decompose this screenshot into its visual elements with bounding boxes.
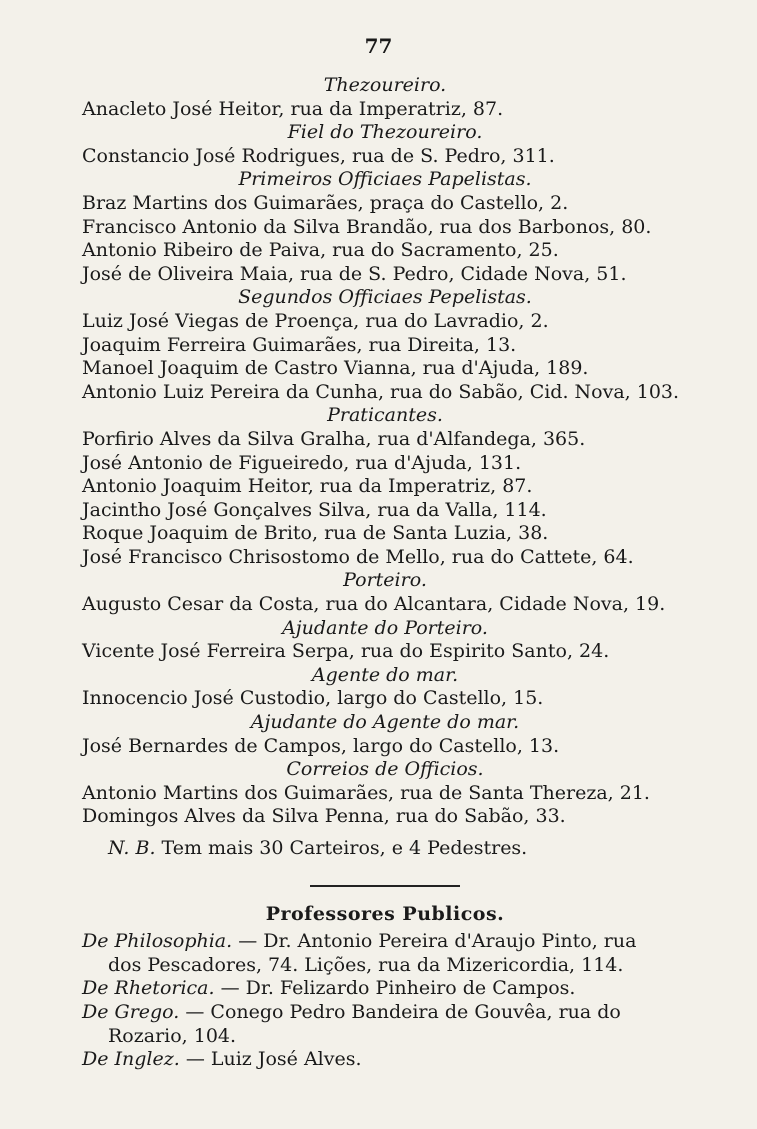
note-text: Tem mais 30 Carteiros, e 4 Pedestres. <box>161 837 528 859</box>
entry-line: Luiz José Viegas de Proença, rua do Lavradio, 2. <box>82 309 549 332</box>
note <box>108 837 688 861</box>
section-heading: Primeiros Officiaes Papelistas. <box>238 168 532 191</box>
entry-line: Antonio Luiz Pereira da Cunha, rua do Sabão, Cid. Nova, 103. <box>82 380 680 403</box>
professor-line-continued: Rozario, 104. <box>108 1024 237 1047</box>
section-heading: Fiel do Thezoureiro. <box>287 121 483 144</box>
professor-entry <box>82 977 688 1001</box>
section-heading: Porteiro. <box>343 569 427 592</box>
entry-line: Antonio Joaquim Heitor, rua da Imperatriz, 87. <box>82 475 533 498</box>
entry-line: Joaquim Ferreira Guimarães, rua Direita, 13. <box>82 333 517 356</box>
section-divider <box>310 885 460 887</box>
section-heading: Thezoureiro. <box>323 74 447 96</box>
entry-line: Manoel Joaquim de Castro Vianna, rua d'Ajuda, 189. <box>82 357 589 380</box>
professor-subject: De Philosophia. <box>82 930 233 953</box>
entry-line: Anacleto José Heitor, rua da Imperatriz, 87. <box>82 97 504 120</box>
professor-line: — Luiz José Alves. <box>179 1048 362 1071</box>
professor-subject: De Grego. <box>82 1000 180 1023</box>
professor-subject: De Rhetorica. <box>82 977 215 1000</box>
entry-line: Antonio Martins dos Guimarães, rua de Santa Thereza, 21. <box>82 781 650 804</box>
entry-line: José Bernardes de Campos, largo do Castello, 13. <box>82 734 560 757</box>
professor-entry <box>82 1001 688 1048</box>
entry-line: José de Oliveira Maia, rua de S. Pedro, Cidade Nova, 51. <box>82 262 627 285</box>
professor-entry <box>82 1048 688 1072</box>
professors-title: Professores Publicos. <box>265 902 505 925</box>
entry-line: Vicente José Ferreira Serpa, rua do Espirito Santo, 24. <box>82 640 610 663</box>
professor-subject: De Inglez. <box>82 1048 180 1071</box>
entry-line: Braz Martins dos Guimarães, praça do Castello, 2. <box>82 191 569 214</box>
entry-line: Innocencio José Custodio, largo do Castello, 15. <box>82 687 544 710</box>
professor-line: — Conego Pedro Bandeira de Gouvêa, rua do <box>179 1000 621 1023</box>
entry-line: Roque Joaquim de Brito, rua de Santa Luzia, 38. <box>82 522 549 545</box>
entry-line: Augusto Cesar da Costa, rua do Alcantara, Cidade Nova, 19. <box>82 593 666 616</box>
professor-line: — Dr. Felizardo Pinheiro de Campos. <box>214 977 576 1000</box>
entry-line: José Francisco Chrisostomo de Mello, rua do Cattete, 64. <box>82 545 634 568</box>
entry-line: Porfirio Alves da Silva Gralha, rua d'Alfandega, 365. <box>82 427 586 450</box>
entry-line: Antonio Ribeiro de Paiva, rua do Sacramento, 25. <box>82 239 559 262</box>
professor-line-continued: dos Pescadores, 74. Lições, rua da Mizericordia, 114. <box>108 953 624 976</box>
entry-line: Constancio José Rodrigues, rua de S. Pedro, 311. <box>82 144 555 167</box>
entry-line: Domingos Alves da Silva Penna, rua do Sabão, 33. <box>82 805 566 828</box>
section-heading: Agente do mar. <box>311 663 459 686</box>
section-heading: Ajudante do Porteiro. <box>282 616 488 639</box>
page-number: 77 <box>364 34 393 58</box>
note-label: N. B. <box>108 837 156 859</box>
section-heading: Segundos Officiaes Pepelistas. <box>238 286 532 309</box>
page-content <box>82 74 688 1072</box>
section-heading: Ajudante do Agente do mar. <box>250 711 520 734</box>
entry-line: Francisco Antonio da Silva Brandão, rua dos Barbonos, 80. <box>82 215 652 238</box>
entry-line: José Antonio de Figueiredo, rua d'Ajuda, 131. <box>82 451 522 474</box>
professor-entry <box>82 930 688 977</box>
section-heading: Praticantes. <box>327 404 443 427</box>
professor-line: — Dr. Antonio Pereira d'Araujo Pinto, rua <box>232 930 637 953</box>
entry-line: Jacintho José Gonçalves Silva, rua da Valla, 114. <box>82 498 547 521</box>
section-heading: Correios de Officios. <box>286 758 484 781</box>
